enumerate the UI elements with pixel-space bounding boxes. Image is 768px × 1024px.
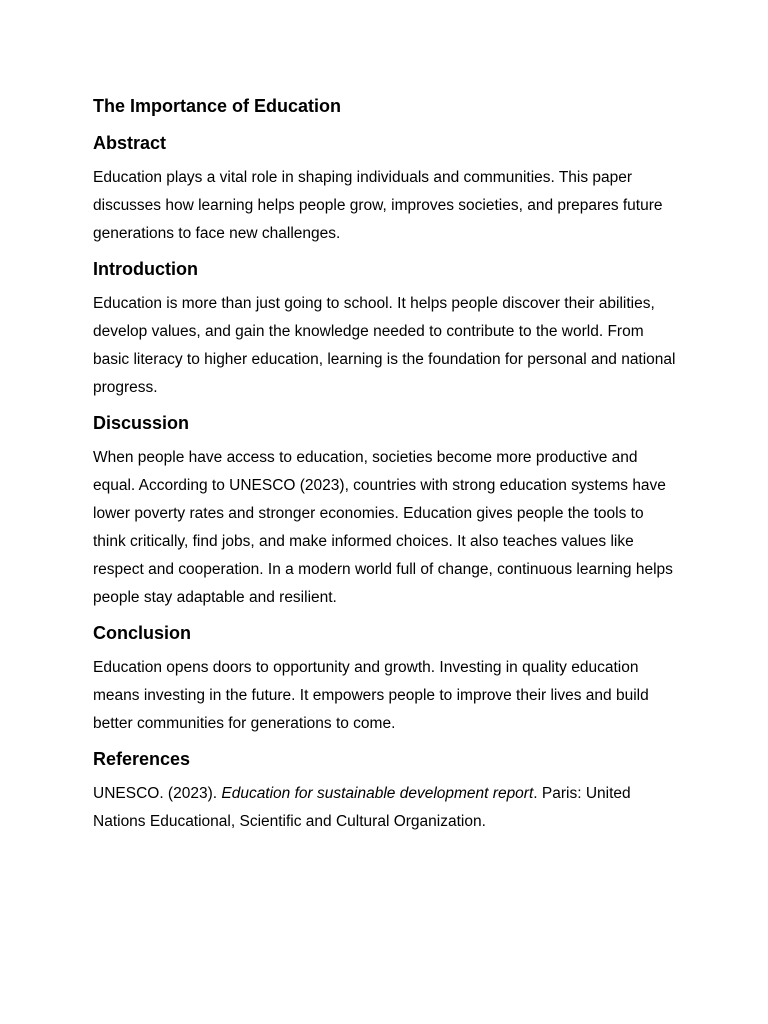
reference-author-year: UNESCO. (2023). (93, 785, 222, 802)
abstract-body: Education plays a vital role in shaping individuals and communities. This paper discusses how learning helps people grow, improves societies, and prepares future generations to face new challenges. (93, 169, 663, 242)
conclusion-body: Education opens doors to opportunity and growth. Investing in quality education means investing in the future. It empowers people to improve their lives and build better communities for generations to come. (93, 659, 649, 732)
section-introduction (93, 256, 678, 402)
reference-publisher: . Paris: United Nations Educational, Scientific and Cultural Organization. (93, 785, 631, 830)
section-conclusion (93, 620, 678, 738)
abstract-heading: Abstract (93, 133, 167, 153)
section-references (93, 746, 678, 836)
introduction-body: Education is more than just going to school. It helps people discover their abilities, develop values, and gain the knowledge needed to contribute to the world. From basic literacy to higher education, learning is the foundation for personal and national progress. (93, 295, 676, 396)
introduction-heading: Introduction (93, 259, 198, 279)
paper-page (93, 92, 678, 844)
paper-title: The Importance of Education (93, 96, 342, 116)
section-discussion (93, 410, 678, 612)
discussion-heading: Discussion (93, 413, 190, 433)
references-heading: References (93, 749, 191, 769)
discussion-body: When people have access to education, societies become more productive and equal. According to UNESCO (2023), countries with strong education systems have lower poverty rates and stronger economies. Education gives people the tools to think critically, find jobs, and make informed choices. It also teaches values like respect and cooperation. In a modern world full of change, continuous learning helps people stay adaptable and resilient. (93, 449, 673, 606)
section-abstract (93, 130, 678, 248)
reference-entry (93, 780, 678, 836)
reference-title: Education for sustainable development report (221, 785, 534, 802)
conclusion-heading: Conclusion (93, 623, 191, 643)
